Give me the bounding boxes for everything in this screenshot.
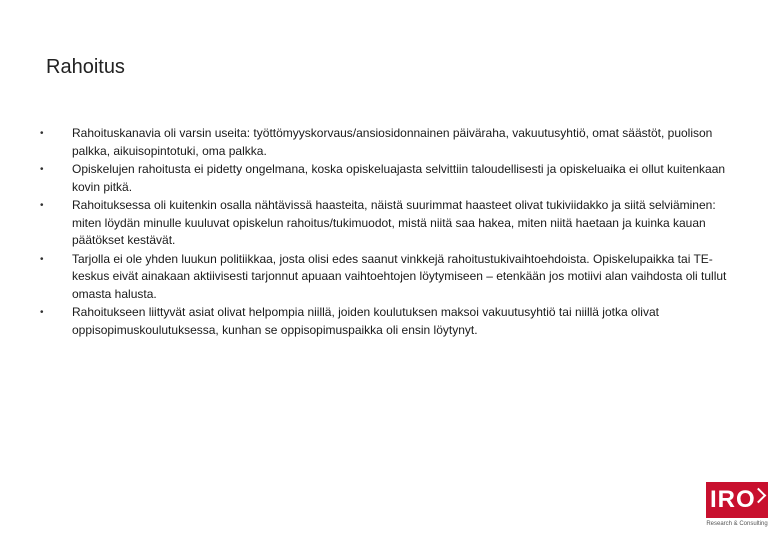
logo-box [706,482,768,518]
bullet-item [40,251,730,304]
bullet-item [40,197,730,250]
bullet-icon: • [40,307,44,318]
bullet-item [40,125,730,160]
bullet-text: Rahoitukseen liittyvät asiat olivat helpompia niillä, joiden koulutuksen maksoi vakuutusyhtiö tai niillä jotka olivat oppisopimuskoulutuksessa, kunhan se oppisopimuspaikka oli ensin löytynyt. [72,305,659,337]
logo-subtitle: Research & Consulting [706,521,768,527]
logo-text: IRO [710,486,756,513]
iro-logo [706,482,768,534]
bullet-list [40,125,730,340]
bullet-text: Rahoituksessa oli kuitenkin osalla nähtävissä haasteita, näistä suurimmat haasteet olivat tukiviidakko ja siitä selviäminen: miten löydän minulle kuuluvat opiskelun rahoitus/tukimuodot, mistä niitä saa hakea, miten niitä haetaan ja kuinka kauan päätökset kestävät. [72,198,716,247]
bullet-icon: • [40,128,44,139]
bullet-text: Tarjolla ei ole yhden luukun politiikkaa, josta olisi edes saanut vinkkejä rahoitustukivaihtoehdoista. Opiskelupaikka tai TE-keskus eivät ainakaan aktiivisesti tarjonnut apuaan vaihtoehtojen löytymiseen – etenkään jos motiivi alan vaihdosta oli tullut omasta halusta. [72,251,727,301]
bullet-icon: • [40,164,44,175]
slide-title: Rahoitus [46,56,125,78]
bullet-item [40,304,730,339]
bullet-text: Rahoituskanavia oli varsin useita: työttömyyskorvaus/ansiosidonnainen päiväraha, vakuutusyhtiö, omat säästöt, puolison palkka, aikuisopintotuki, oma palkka. [72,126,713,158]
bullet-icon: • [40,200,44,211]
bullet-icon: • [40,253,44,265]
bullet-text: Opiskelujen rahoitusta ei pidetty ongelmana, koska opiskeluajasta selvittiin taloudellisesti ja opiskeluaika ei ollut kuitenkaan kovin pitkä. [72,162,726,194]
bullet-item [40,161,730,196]
